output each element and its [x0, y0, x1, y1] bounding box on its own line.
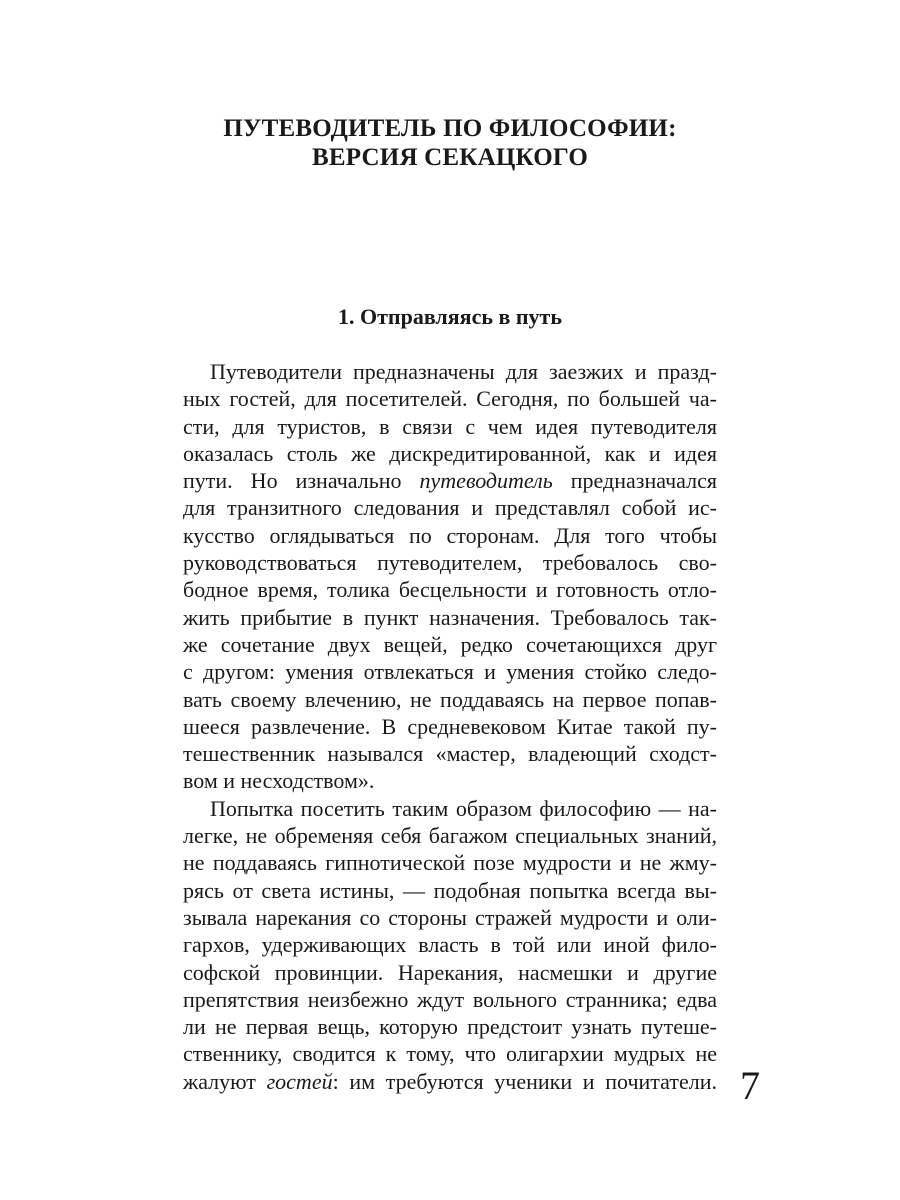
text-segment: вом и несходством». [183, 768, 375, 794]
text-line [183, 494, 717, 521]
text-segment: препятствия неизбежно ждут вольного странника; едва [183, 986, 717, 1012]
text-segment: шееся развлечение. В средневековом Китае такой пу- [183, 713, 717, 739]
text-segment: с другом: умения отвлекаться и умения стойко следо- [183, 659, 717, 685]
text-segment: : им требуются ученики и почитатели. [332, 1068, 717, 1094]
text-segment: кусство оглядываться по сторонам. Для того чтобы [183, 522, 717, 548]
text-line [183, 467, 717, 494]
text-segment: же сочетание двух вещей, редко сочетающихся друг [183, 631, 717, 657]
text-segment: гархов, удерживающих власть в той или иной фило- [183, 932, 717, 958]
text-segment: зывала нарекания со стороны стражей мудрости и оли- [183, 904, 717, 930]
text-line [183, 1068, 717, 1095]
body-text [183, 358, 717, 1095]
text-line [183, 713, 717, 740]
text-line [183, 522, 717, 549]
text-line [183, 904, 717, 931]
text-line [183, 440, 717, 467]
text-line [183, 658, 717, 685]
text-segment: Путеводители предназначены для заезжих и празд- [210, 359, 717, 384]
text-line [183, 931, 717, 958]
page-number: 7 [740, 1063, 760, 1108]
text-line [183, 740, 717, 767]
text-segment: ли не первая вещь, которую предстоит узнать путеше- [183, 1014, 717, 1040]
text-segment: легке, не обременяя себя багажом специальных знаний, [183, 823, 717, 849]
text-segment: ственнику, сводится к тому, что олигархии мудрых не [183, 1041, 717, 1067]
text-segment: предназначался [552, 468, 717, 494]
text-line [183, 767, 717, 794]
italic-text: путеводитель [419, 468, 553, 494]
text-line [183, 413, 717, 440]
text-segment: софской провинции. Нарекания, насмешки и другие [183, 959, 717, 985]
text-line [183, 604, 717, 631]
text-segment: вать своему влечению, не поддаваясь на первое попав- [183, 686, 717, 712]
text-line [183, 358, 717, 385]
text-segment: жить прибытие в пункт назначения. Требовалось так- [183, 604, 717, 630]
text-segment: ных гостей, для посетителей. Сегодня, по большей ча- [183, 386, 717, 412]
text-line [183, 986, 717, 1013]
text-line [183, 959, 717, 986]
chapter-title [0, 114, 900, 172]
text-line [183, 1013, 717, 1040]
text-line [183, 849, 717, 876]
text-line [183, 576, 717, 603]
text-line [183, 549, 717, 576]
text-segment: пути. Но изначально [183, 468, 420, 494]
text-line [183, 877, 717, 904]
text-segment: жалуют [183, 1068, 267, 1094]
paragraph [183, 358, 717, 795]
text-segment: тешественник назывался «мастер, владеющий сходст- [183, 741, 717, 767]
text-segment: руководствоваться путеводителем, требовалось сво- [183, 550, 717, 576]
italic-text: гостей [266, 1068, 333, 1094]
chapter-title-line: ВЕРСИЯ СЕКАЦКОГО [312, 144, 588, 171]
text-segment: сти, для туристов, в связи с чем идея путеводителя [183, 413, 717, 439]
text-line [183, 822, 717, 849]
text-segment: рясь от света истины, — подобная попытка всегда вы- [183, 877, 717, 903]
text-line [183, 686, 717, 713]
text-segment: не поддаваясь гипнотической позе мудрости и не жму- [183, 850, 717, 876]
text-line [183, 795, 717, 822]
text-segment: Попытка посетить таким образом философию — на- [210, 795, 717, 821]
chapter-title-line: ПУТЕВОДИТЕЛЬ ПО ФИЛОСОФИИ: [223, 115, 677, 142]
text-line [183, 631, 717, 658]
text-segment: для транзитного следования и представлял собой ис- [183, 495, 717, 521]
text-segment: оказалась столь же дискредитированной, как и идея [183, 440, 717, 466]
text-segment: бодное время, толика бесцельности и готовность отло- [183, 577, 717, 603]
text-line [183, 1040, 717, 1067]
paragraph [183, 795, 717, 1095]
text-line [183, 385, 717, 412]
section-heading: 1. Отправляясь в путь [338, 304, 562, 329]
